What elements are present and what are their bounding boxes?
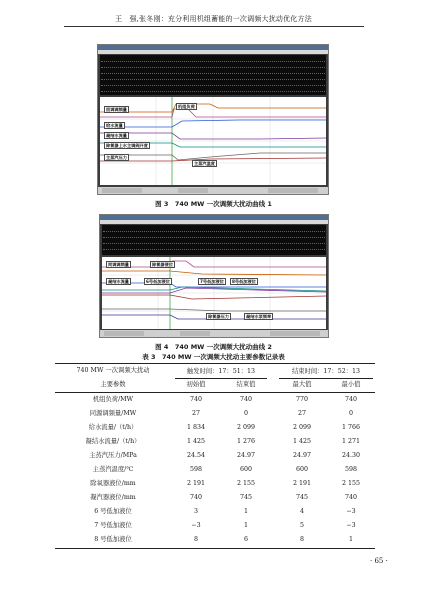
end-time-header: 结束时间：17：52：13 [291,368,361,375]
col-max: 最大值 [292,381,312,388]
table-cell-max: 5 [299,522,304,529]
figure-3-caption: 图 3 740 MW 一次调频大扰动曲线 1 [155,200,272,208]
page-number: · 65 · [370,557,388,565]
table-cell-param: 给水流量/（t/h） [88,424,138,431]
curve-label: 7号低加液位 [200,279,224,284]
table-cell-min: 2 155 [341,480,361,487]
table-row [55,491,375,505]
table-cell-initial: 1 425 [186,438,206,445]
table-cell-max: 770 [295,396,309,403]
curve-label: 凝结水泵频率 [246,314,272,319]
table-row [55,463,375,477]
table-bottom-rule [55,548,375,549]
status-bar [98,187,328,194]
window-menu-bar [100,220,328,224]
table-row [55,407,375,421]
table-cell-max: 1 425 [292,438,312,445]
col-min: 最小值 [341,381,361,388]
table-cell-initial: 8 [193,536,198,543]
table-cell-final: 24.97 [236,452,256,459]
table-row [55,435,375,449]
table-row [55,477,375,491]
table-cell-min: 1 [348,536,353,543]
figure-3-screenshot [97,44,329,195]
table-row [55,393,375,407]
table-cell-initial: 2 191 [186,480,206,487]
table-cell-final: 2 099 [236,424,256,431]
table-cell-max: 27 [297,410,306,417]
table-cell-min: 1 271 [341,438,361,445]
curve-label: 凝结水流量 [108,279,129,284]
table-cell-max: 745 [295,494,309,501]
data-grid [100,55,326,95]
table-cell-initial: 740 [189,494,203,501]
table-cell-final: 1 276 [236,438,256,445]
trend-plot [102,257,326,329]
table-cell-min: −3 [346,508,356,515]
figure-4-screenshot [99,214,329,338]
table-cell-param: 机组负荷/MW [92,396,134,403]
figure-4-caption: 图 4 740 MW 一次调频大扰动曲线 2 [155,343,272,351]
curve-label: 同调调频量 [108,262,129,267]
curve-label: 给水流量 [106,123,123,128]
table-row [55,449,375,463]
table-cell-max: 8 [299,536,304,543]
table-cell-final: 1 [243,522,248,529]
table-row [55,421,375,435]
table-cell-param: 凝汽器液位/mm [90,494,136,501]
curve-label: 除氧器液位 [152,262,173,267]
window-menu-bar [98,50,328,54]
plot-gridlines [100,97,326,185]
table-cell-param: 除氧器液位/mm [90,480,136,487]
table-cell-max: 2 191 [292,480,312,487]
table-row [55,519,375,533]
col-final: 结束值 [236,381,256,388]
table-cell-initial: 1 834 [186,424,206,431]
table-cell-param: 同源调频量/MW [89,410,137,417]
table-cell-initial: 3 [193,508,198,515]
data-grid [102,225,326,255]
table-cell-param: 8 号低加液位 [94,536,132,543]
curve-label: 6号低加液位 [146,279,170,284]
table-corner-line2: 主要参数 [100,381,126,388]
table-cell-max: 600 [295,466,309,473]
table-cell-final: 745 [239,494,253,501]
table-cell-max: 24.97 [292,452,312,459]
table-cell-min: 740 [344,494,358,501]
curve-label: 除氧器上水主调阀开度 [106,143,148,148]
trigger-time-header: 触发时间：17：51：13 [186,368,256,375]
table-cell-final: 1 [243,508,248,515]
status-bar [100,330,328,337]
table-cell-final: 600 [239,466,253,473]
table-cell-min: 1 766 [341,424,361,431]
table-cell-initial: 27 [191,410,200,417]
table-cell-initial: 740 [189,396,203,403]
table-cell-final: 0 [243,410,248,417]
table-cell-max: 2 099 [292,424,312,431]
table-cell-param: 主蒸汽压力/MPa [89,452,137,459]
table-cell-final: 2 155 [236,480,256,487]
table-row [55,533,375,547]
header-rule [64,26,364,27]
table-cell-min: 0 [348,410,353,417]
table-cell-param: 6 号低加液位 [94,508,132,515]
table-row [55,505,375,519]
trend-plot [100,97,326,185]
table-cell-min: −3 [346,522,356,529]
table-cell-min: 24.30 [341,452,361,459]
table-cell-min: 740 [344,396,358,403]
curve-label: 主蒸汽压力 [106,155,127,160]
curve-label: 回调调频量 [106,107,127,112]
curve-label: 8号低加液位 [232,279,256,284]
table-cell-initial: 24.54 [186,452,206,459]
table-cell-min: 598 [344,466,358,473]
running-head: 王 强,张冬刚：充分利用机组蓄能的一次调频大扰动优化方法 [115,15,312,23]
table-top-rule [55,363,375,364]
table-cell-initial: 598 [189,466,203,473]
table-3-caption: 表 3 740 MW 一次调频大扰动主要参数记录表 [142,353,285,361]
table-cell-param: 7 号低加液位 [94,522,132,529]
table-cell-max: 4 [299,508,304,515]
curve-label: 凝结水流量 [106,133,127,138]
trend-curves [100,97,326,185]
table-corner-line1: 740 MW 一次调频大扰动 [76,367,150,374]
table-cell-final: 6 [243,536,248,543]
table-cell-param: 凝结水流量/（t/h） [85,438,141,445]
table-cell-param: 主蒸汽温度/℃ [92,466,134,473]
curve-label: 除氧器压力 [208,314,229,319]
curve-label: 主蒸汽温度 [194,161,215,166]
col-initial: 初始值 [186,381,206,388]
table-cell-final: 740 [239,396,253,403]
curve-label: 机组负荷 [178,104,195,109]
table-cell-initial: −3 [191,522,201,529]
